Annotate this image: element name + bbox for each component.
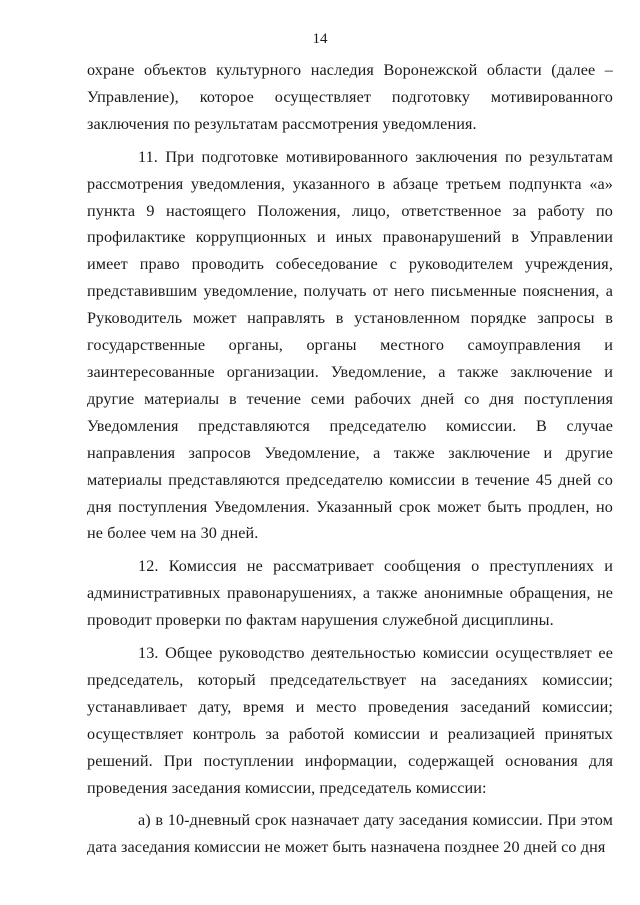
page-number: 14 [312,31,328,47]
paragraph-11: 11. При подготовке мотивированного заключения по результатам рассмотрения уведомления, указанного в абзаце третьем подпункта «а» пункта 9 настоящего Положения, лицо, ответственное за работу по профилактике коррупционных и иных правонарушений в Управлении имеет право проводить собеседование с руководителем учреждения, представившим уведомление, получать от него письменные пояснения, а Руководитель может направлять в установленном порядке запросы в государственные органы, органы местного самоуправления и заинтересованные организации. Уведомление, а также заключение и другие материалы в течение семи рабочих дней со дня поступления Уведомления представляются председателю комиссии. В случае направления запросов Уведомление, а также заключение и другие материалы представляются председателю комиссии в течение 45 дней со дня поступления Уведомления. Указанный срок может быть продлен, но не более чем на 30 дней. [87,147,613,543]
document-body [87,57,613,861]
paragraph-13: 13. Общее руководство деятельностью комиссии осуществляет ее председатель, который председательствует на заседаниях комиссии; устанавливает дату, время и место проведения заседаний комиссии; осуществляет контроль за работой комиссии и реализацией принятых решений. При поступлении информации, содержащей основания для проведения заседания комиссии, председатель комиссии: [87,644,613,797]
paragraph-continuation: охране объектов культурного наследия Воронежской области (далее – Управление), которое осуществляет подготовку мотивированного заключения по результатам рассмотрения уведомления. [87,61,613,133]
paragraph-13-a: а) в 10-дневный срок назначает дату заседания комиссии. При этом дата заседания комиссии не может быть назначена позднее 20 дней со дня [87,811,613,857]
paragraph-12: 12. Комиссия не рассматривает сообщения о преступлениях и административных правонарушениях, а также анонимные обращения, не проводит проверки по фактам нарушения служебной дисциплины. [87,557,613,630]
